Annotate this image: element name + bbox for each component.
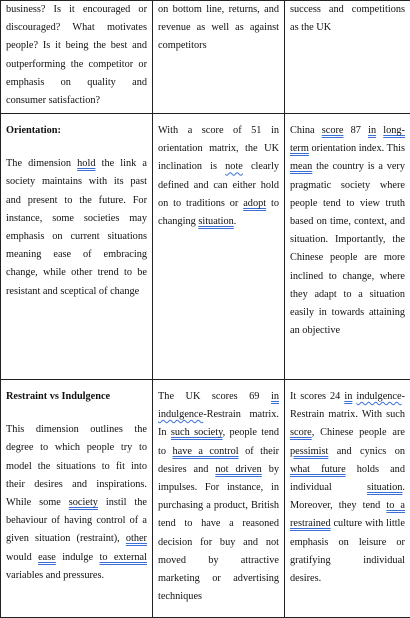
grammar-flag: pessimist	[290, 446, 328, 457]
uk-text	[158, 122, 279, 231]
text-run: of their desires and	[158, 446, 279, 475]
grammar-flag: such society	[171, 427, 223, 438]
text-run: holds and individual	[290, 464, 405, 493]
uk-cell	[153, 380, 285, 618]
grammar-flag: ease	[38, 552, 56, 563]
grammar-flag: in	[344, 391, 352, 402]
text-run: -Restrain matrix. With such	[290, 391, 405, 420]
text-run: variables and pressures.	[6, 570, 104, 581]
grammar-flag: have a control	[172, 446, 238, 457]
uk-text: on bottom line, returns, and revenue as well as against competitors	[158, 4, 279, 51]
grammar-flag: situation	[198, 216, 233, 227]
text-run: would	[6, 552, 38, 563]
text-run: , people tend to	[158, 427, 279, 456]
text-run: instil the behaviour of having control of a given situation (restraint),	[6, 497, 147, 544]
text-run: The UK scores 69	[158, 391, 271, 402]
text-run: the country is a very pragmatic society where people tend to view truth based on time, context, and situation. Importantly, the Chinese people are more inclined to change, where they adapt to a situation easily in towards attaining an objective	[290, 161, 405, 336]
grammar-flag: society	[69, 497, 98, 508]
dimension-text: business? Is it encouraged or discouraged? What motivates people? Is it being the best and outperforming the competitor or emphasis on quality and consumer satisfaction?	[6, 4, 147, 106]
dimension-cell	[1, 114, 153, 380]
china-text	[290, 388, 405, 588]
table-row-restraint	[1, 380, 410, 618]
text-run: China	[290, 125, 322, 136]
grammar-flag: long-term	[290, 125, 405, 154]
text-run: , Chinese people are	[312, 427, 405, 438]
grammar-flag: score	[290, 427, 312, 438]
text-run: indulge	[56, 552, 100, 563]
dimension-heading: Orientation:	[6, 122, 147, 140]
text-run: the link a society maintains with its past and present to the future. For instance, some societies may emphasis on current situations meaning ease of embracing change, while other trend to be resistant and sceptical of change	[6, 158, 147, 296]
text-run: .	[234, 216, 237, 227]
uk-cell	[153, 1, 285, 114]
dimension-text	[6, 155, 147, 301]
china-cell	[285, 380, 410, 618]
text-run: culture with little emphasis on leisure or gratifying individual desires.	[290, 518, 405, 584]
grammar-flag: restrained	[290, 518, 331, 529]
text-run: With a score of 51 in orientation matrix, the UK inclination is	[158, 125, 279, 172]
grammar-flag: situation	[367, 482, 402, 493]
grammar-flag: what future	[290, 464, 346, 475]
china-cell	[285, 1, 410, 114]
dimension-heading: Restraint vs Indulgence	[6, 388, 147, 406]
grammar-flag: to external	[99, 552, 147, 563]
grammar-flag: in	[368, 125, 376, 136]
grammar-flag: score	[322, 125, 344, 136]
text-run: clearly defined and can either hold on to traditions or	[158, 161, 279, 208]
china-text	[290, 122, 405, 340]
text-run: The dimension	[6, 158, 77, 169]
china-text: success and competitions as the UK	[290, 4, 405, 33]
uk-text	[158, 388, 279, 606]
dimension-text	[6, 421, 147, 585]
spelling-flag: note	[225, 161, 243, 172]
dimension-cell	[1, 380, 153, 618]
table-row-continued	[1, 1, 410, 114]
grammar-flag: to a	[386, 500, 405, 511]
spelling-flag: indulgence	[356, 391, 401, 402]
grammar-flag: mean	[290, 161, 312, 172]
text-run: by impulses. For instance, in purchasing a product, British tend to have a reasoned decision for buy and not moved by attractive marketing or advertising techniques	[158, 464, 279, 602]
text-run: -Restrain matrix. In	[158, 409, 279, 438]
grammar-flag: not driven	[215, 464, 261, 475]
dimension-cell	[1, 1, 153, 114]
grammar-flag: hold	[77, 158, 95, 169]
grammar-flag: in	[271, 391, 279, 402]
grammar-flag: other	[126, 533, 147, 544]
text-run: This dimension outlines the degree to which people try to model the situations to fit into their desires and inspirations. While some	[6, 424, 147, 508]
table-row-orientation	[1, 114, 410, 380]
text-run: orientation index. This	[309, 143, 405, 154]
china-cell	[285, 114, 410, 380]
text-run: and cynics on	[328, 446, 405, 457]
spelling-flag: indulgence	[158, 409, 203, 420]
text-run: 87	[343, 125, 368, 136]
text-run: It scores 24	[290, 391, 344, 402]
grammar-flag: adopt	[243, 198, 266, 209]
text-run: . Moreover, they tend	[290, 482, 405, 511]
uk-cell	[153, 114, 285, 380]
text-run: to changing	[158, 198, 279, 227]
